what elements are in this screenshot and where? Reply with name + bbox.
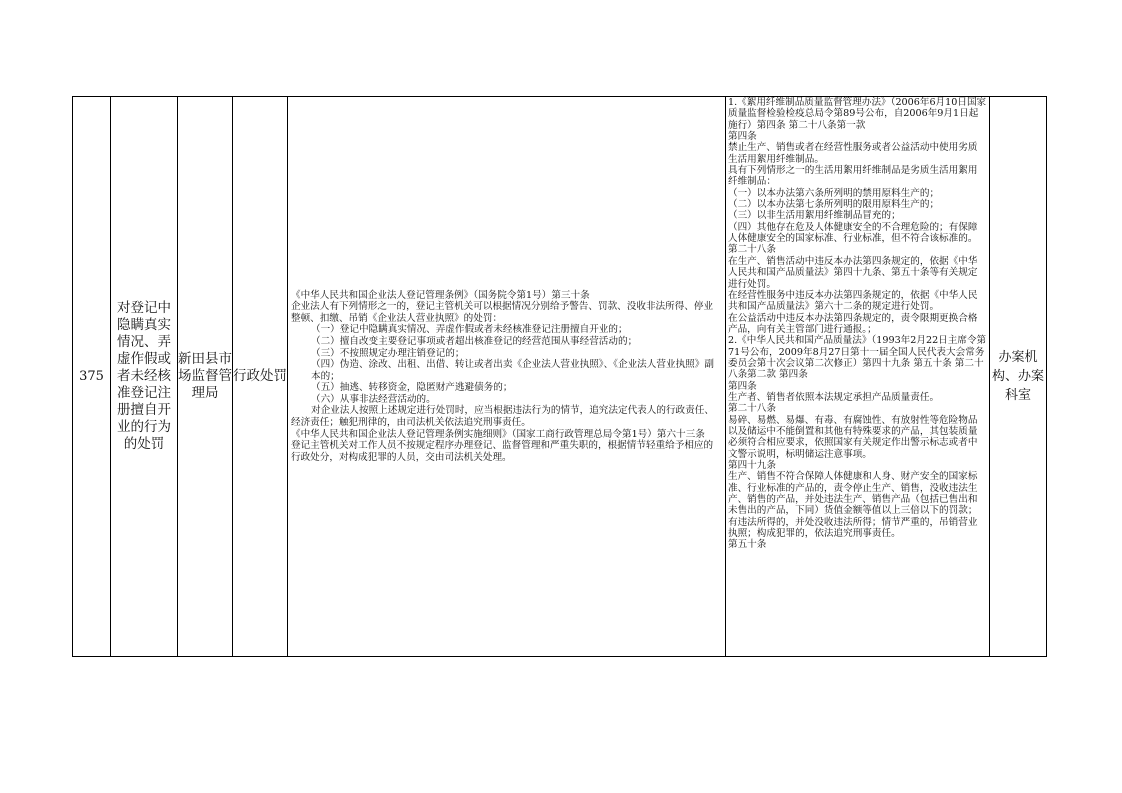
basis-line: （六）从事非法经营活动的。 <box>311 393 436 405</box>
department: 新田县市场监督管理局 <box>178 351 232 401</box>
law-line: 在经营性服务中违反本办法第四条规定的，依据《中华人民共和国产品质量法》第六十二条的规定进行处罚。 <box>728 289 978 313</box>
law-text-cell <box>726 97 990 657</box>
law-line: 具有下列情形之一的生活用絮用纤维制品是劣质生活用絮用纤维制品： <box>728 165 978 188</box>
law-line: （二）以本办法第七条所列明的限用原料生产的； <box>728 199 940 211</box>
basis-line: （四）伪造、涂改、出租、出借、转让或者出卖《企业法人营业执照》、《企业法人营业执照》副本的； <box>311 359 714 382</box>
basis-line: 《中华人民共和国企业法人登记管理条例》（国务院令第1号）第三十条 <box>291 289 590 301</box>
law-line: 易碎、易燃、易爆、有毒、有腐蚀性、有放射性等危险物品以及储运中不能倒置和其他有特殊要求的产品，其包装质量必须符合相应要求，依照国家有关规定作出警示标志或者中文警示说明，标明储运注意事项。 <box>728 414 978 460</box>
law-line: 第四条 <box>728 380 757 392</box>
row-number-cell <box>73 97 111 657</box>
responsible-unit-cell <box>990 97 1047 657</box>
record-table <box>72 96 1047 657</box>
item-name: 对登记中隐瞒真实情况、弄虚作假或者未经核准登记注册擅自开业的行为的处罚 <box>117 300 171 452</box>
basis-line: 《中华人民共和国企业法人登记管理条例实施细则》（国家工商行政管理总局令第1号）第六十三条 <box>291 428 705 440</box>
responsible-unit: 办案机构、办案科室 <box>991 350 1044 403</box>
law-line: （三）以非生活用絮用纤维制品冒充的； <box>728 210 901 222</box>
law-line: 第四条 <box>728 131 757 143</box>
basis-line: （二）擅自改变主要登记事项或者超出核准登记的经营范围从事经营活动的； <box>311 335 638 347</box>
table-row <box>73 97 1047 657</box>
law-line: 在生产、销售活动中违反本办法第四条规定的，依据《中华人民共和国产品质量法》第四十九条、第五十条等有关规定进行处罚。 <box>728 255 978 290</box>
law-line: 第四十九条 <box>728 460 776 471</box>
law-line: 禁止生产、销售或者在经营性服务或者公益活动中使用劣质生活用絮用纤维制品。 <box>728 142 978 165</box>
power-type-cell <box>233 97 288 657</box>
basis-line: （五）抽逃、转移资金，隐匿财产逃避债务的； <box>311 382 513 394</box>
basis-line: （三）不按照规定办理注销登记的； <box>311 347 465 359</box>
law-line: 1.《絮用纤维制品质量监督管理办法》（2006年6月10日国家质量监督检验检疫总局令第89号公布，自2006年9月1日起施行）第四条 第二十八条第一款 <box>728 97 987 131</box>
basis-line: 企业法人有下列情形之一的，登记主管机关可以根据情况分别给予警告、罚款、没收非法所得、停业整顿、扣缴、吊销《企业法人营业执照》的处罚： <box>291 301 714 324</box>
legal-basis-cell <box>288 97 726 657</box>
law-line: 2.《中华人民共和国产品质量法》（1993年2月22日主席令第71号公布，2009年8月27日第十一届全国人民代表大会常务委员会第十次会议第二次修正）第四十九条 第五十条 第二十八条第二款 第四条 <box>728 335 987 381</box>
item-name-cell <box>111 97 178 657</box>
law-line: 生产者、销售者依照本法规定承担产品质量责任。 <box>728 391 940 403</box>
row-number: 375 <box>79 369 104 384</box>
basis-line: （一）登记中隐瞒真实情况、弄虚作假或者未经核准登记注册擅自开业的； <box>311 324 628 336</box>
law-line: 第五十条 <box>728 539 767 551</box>
law-line: 第二十八条 <box>728 403 776 415</box>
law-line: （四）其他存在危及人体健康安全的不合理危险的；有保障人体健康安全的国家标准、行业标准，但不符合该标准的。 <box>728 221 978 245</box>
law-line: （一）以本办法第六条所列明的禁用原料生产的； <box>728 187 940 199</box>
law-line: 在公益活动中违反本办法第四条规定的，责令限期更换合格产品，向有关主管部门进行通报。； <box>728 312 978 335</box>
basis-line: 登记主管机关对工作人员不按规定程序办理登记、监督管理和严重失职的，根据情节轻重给予相应的行政处分，对构成犯罪的人员，交由司法机关处理。 <box>291 440 714 463</box>
power-type: 行政处罚 <box>233 368 287 384</box>
department-cell <box>178 97 233 657</box>
basis-line: 对企业法人按照上述规定进行处罚时，应当根据违法行为的情节，追究法定代表人的行政责任、经济责任；触犯刑律的，由司法机关依法追究刑事责任。 <box>291 405 714 429</box>
law-line: 生产、销售不符合保障人体健康和人身、财产安全的国家标准、行业标准的产品的，责令停止生产、销售，没收违法生产、销售的产品，并处违法生产、销售产品（包括已售出和未售出的产品，下同）货值金额等值以上三倍以下的罚款；有违法所得的，并处没收违法所得；情节严重的，吊销营业执照；构成犯罪的，依法追究刑事责任。 <box>728 471 978 540</box>
law-line: 第二十八条 <box>728 244 776 256</box>
